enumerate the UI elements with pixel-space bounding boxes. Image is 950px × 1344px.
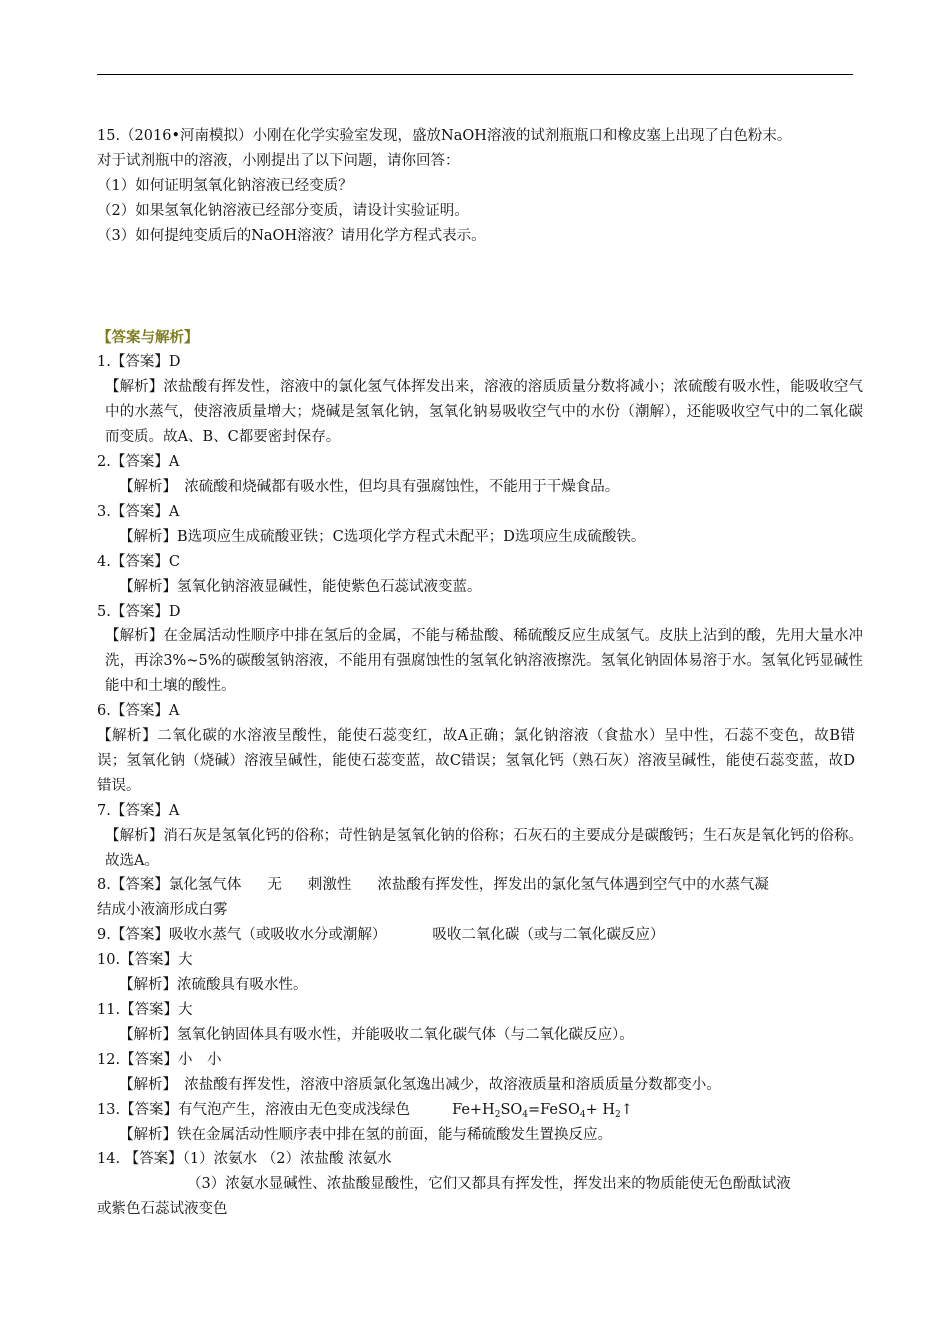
answer-13 xyxy=(97,1098,867,1123)
analysis-12: 【解析】 浓盐酸有挥发性，溶液中溶质氯化氢逸出减少，故溶液质量和溶质质量分数都变小。 xyxy=(119,1076,721,1093)
question-line: 对于试剂瓶中的溶液，小刚提出了以下问题，请你回答： xyxy=(97,152,460,169)
question-15 xyxy=(97,124,867,249)
chemical-equation: $Fe+H_2SO_4=FeSO_4+$ $H_2↑$ xyxy=(452,1101,633,1120)
answer-11: 11.【答案】大 xyxy=(97,1002,193,1018)
analysis-5: 【解析】在金属活动性顺序中排在氢后的金属，不能与稀盐酸、稀硫酸反应生成氢气。皮肤上沾到的酸，先用大量水冲洗，再涂3%~5%的碳酸氢钠溶液，不能用有强腐蚀性的氢氧化钠溶液擦洗。氢氧化钠固体易溶于水。氢氧化钙显碱性能中和土壤的酸性。 xyxy=(105,628,863,695)
analysis-7: 【解析】消石灰是氢氧化钙的俗称；苛性钠是氢氧化钠的俗称；石灰石的主要成分是碳酸钙；生石灰是氧化钙的俗称。故选A。 xyxy=(105,827,863,869)
answer-9-part: 吸收二氧化碳（或与二氧化碳反应） xyxy=(432,927,665,944)
answers-heading: 【答案与解析】 xyxy=(97,328,199,346)
answer-8-part: 刺激性 xyxy=(307,877,352,894)
answer-8-continued: 结成小液滴形成白雾 xyxy=(97,902,228,919)
answer-2: 2.【答案】A xyxy=(97,454,180,471)
question-line: （1）如何证明氢氧化钠溶液已经变质？ xyxy=(97,177,353,194)
question-line: （2）如果氢氧化钠溶液已经部分变质，请设计实验证明。 xyxy=(97,202,469,219)
question-line: （3）如何提纯变质后的NaOH溶液？请用化学方程式表示。 xyxy=(97,227,486,244)
answer-8-part: 8.【答案】氯化氢气体 xyxy=(97,877,242,894)
answer-4: 4.【答案】C xyxy=(97,553,180,570)
answer-7: 7.【答案】A xyxy=(97,802,180,819)
analysis-6: 【解析】二氧化碳的水溶液呈酸性，能使石蕊变红，故A正确；氯化钠溶液（食盐水）呈中性，石蕊不变色，故B错误；氢氧化钠（烧碱）溶液呈碱性，能使石蕊变蓝，故C错误；氢氧化钙（熟石灰）溶液呈碱性，能使石蕊变蓝，故D错误。 xyxy=(97,728,855,794)
answer-14: 14. 【答案】（1）浓氨水 （2）浓盐酸 浓氨水 xyxy=(97,1151,392,1168)
analysis-4: 【解析】氢氧化钠溶液显碱性，能使紫色石蕊试液变蓝。 xyxy=(119,578,482,595)
answer-8-part: 无 xyxy=(267,877,282,894)
answer-6: 6.【答案】A xyxy=(97,703,180,720)
analysis-2: 【解析】 浓硫酸和烧碱都有吸水性，但均具有强腐蚀性，不能用于干燥食品。 xyxy=(119,478,620,495)
answer-3: 3.【答案】A xyxy=(97,503,180,520)
answer-8 xyxy=(97,873,867,898)
analysis-10: 【解析】浓硫酸具有吸水性。 xyxy=(119,977,308,994)
answer-5: 5.【答案】D xyxy=(97,603,181,620)
document-body xyxy=(97,124,867,1222)
analysis-3: 【解析】B选项应生成硫酸亚铁；C选项化学方程式未配平；D选项应生成硫酸铁。 xyxy=(119,528,646,545)
analysis-13: 【解析】铁在金属活动性顺序表中排在氢的前面，能与稀硫酸发生置换反应。 xyxy=(119,1126,612,1143)
answer-13-label: 13.【答案】有气泡产生，溶液由无色变成浅绿色 xyxy=(97,1101,411,1118)
analysis-1: 【解析】浓盐酸有挥发性，溶液中的氯化氢气体挥发出来，溶液的溶质质量分数将减小；浓硫酸有吸水性，能吸收空气中的水蒸气，使溶液质量增大；烧碱是氢氧化钠，氢氧化钠易吸收空气中的水份（潮解），还能吸收空气中的二氧化碳而变质。故A、B、C都要密封保存。 xyxy=(105,379,863,446)
analysis-11: 【解析】氢氧化钠固体具有吸水性，并能吸收二氧化碳气体（与二氧化碳反应）。 xyxy=(119,1026,634,1043)
question-line: 15.（2016•河南模拟）小刚在化学实验室发现，盛放NaOH溶液的试剂瓶瓶口和橡皮塞上出现了白色粉末。 xyxy=(97,128,792,144)
answer-8-part: 浓盐酸有挥发性，挥发出的氯化氢气体遇到空气中的水蒸气凝 xyxy=(377,877,769,894)
answer-1: 1.【答案】D xyxy=(97,354,181,371)
answer-10: 10.【答案】大 xyxy=(97,952,193,969)
answer-12: 12.【答案】小 小 xyxy=(97,1051,222,1068)
answer-9-part: 9.【答案】吸收水蒸气（或吸收水分或潮解） xyxy=(97,927,387,944)
answer-14-part3: （3）浓氨水显碱性、浓盐酸显酸性，它们又都具有挥发性，挥发出来的物质能使无色酚酞试液 xyxy=(187,1176,791,1193)
answer-14-part3-continued: 或紫色石蕊试液变色 xyxy=(97,1201,228,1218)
header-rule xyxy=(97,74,853,75)
answer-9 xyxy=(97,923,867,948)
